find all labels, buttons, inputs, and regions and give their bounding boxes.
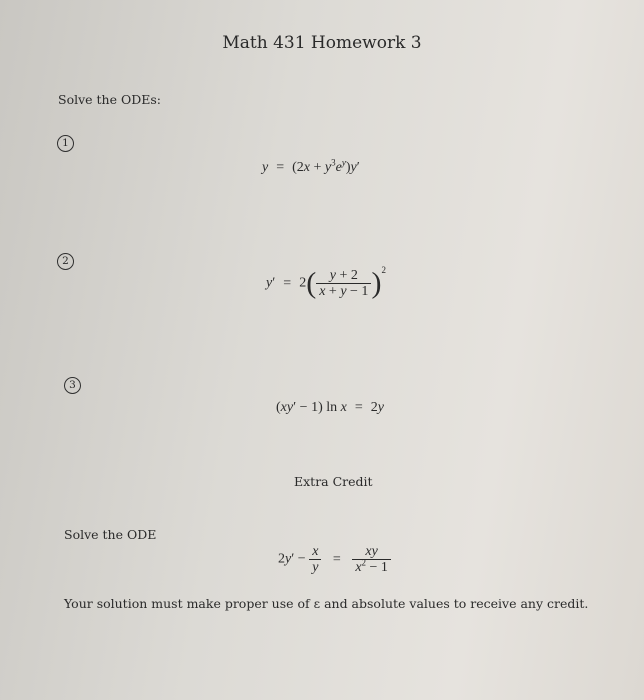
page-title: Math 431 Homework 3 (222, 33, 422, 53)
extra-credit-equation: 2y′ − $\frac{x}{y}$ = $\frac{xy}{x^2 - 1}$ (278, 544, 391, 575)
equation-2: y′ = 2( $\frac{y + 2}{x + y - 1}$ )$^2$ (266, 265, 386, 300)
extra-credit-heading: Extra Credit (294, 474, 373, 489)
instructions: Solve the ODEs: (58, 92, 161, 107)
problem-number-3: 3 (64, 377, 81, 394)
extra-credit-prompt: Solve the ODE (64, 527, 157, 542)
equation-3: (xy′ − 1) ln x = 2y (276, 400, 384, 415)
problem-number-2: 2 (57, 253, 74, 270)
extra-credit-note: Your solution must make proper use of ε and absolute values to receive any credit. (64, 596, 589, 611)
equation-1: $y = (2x + y^3e^y)y'$ (262, 157, 360, 175)
problem-number-1: 1 (57, 135, 74, 152)
